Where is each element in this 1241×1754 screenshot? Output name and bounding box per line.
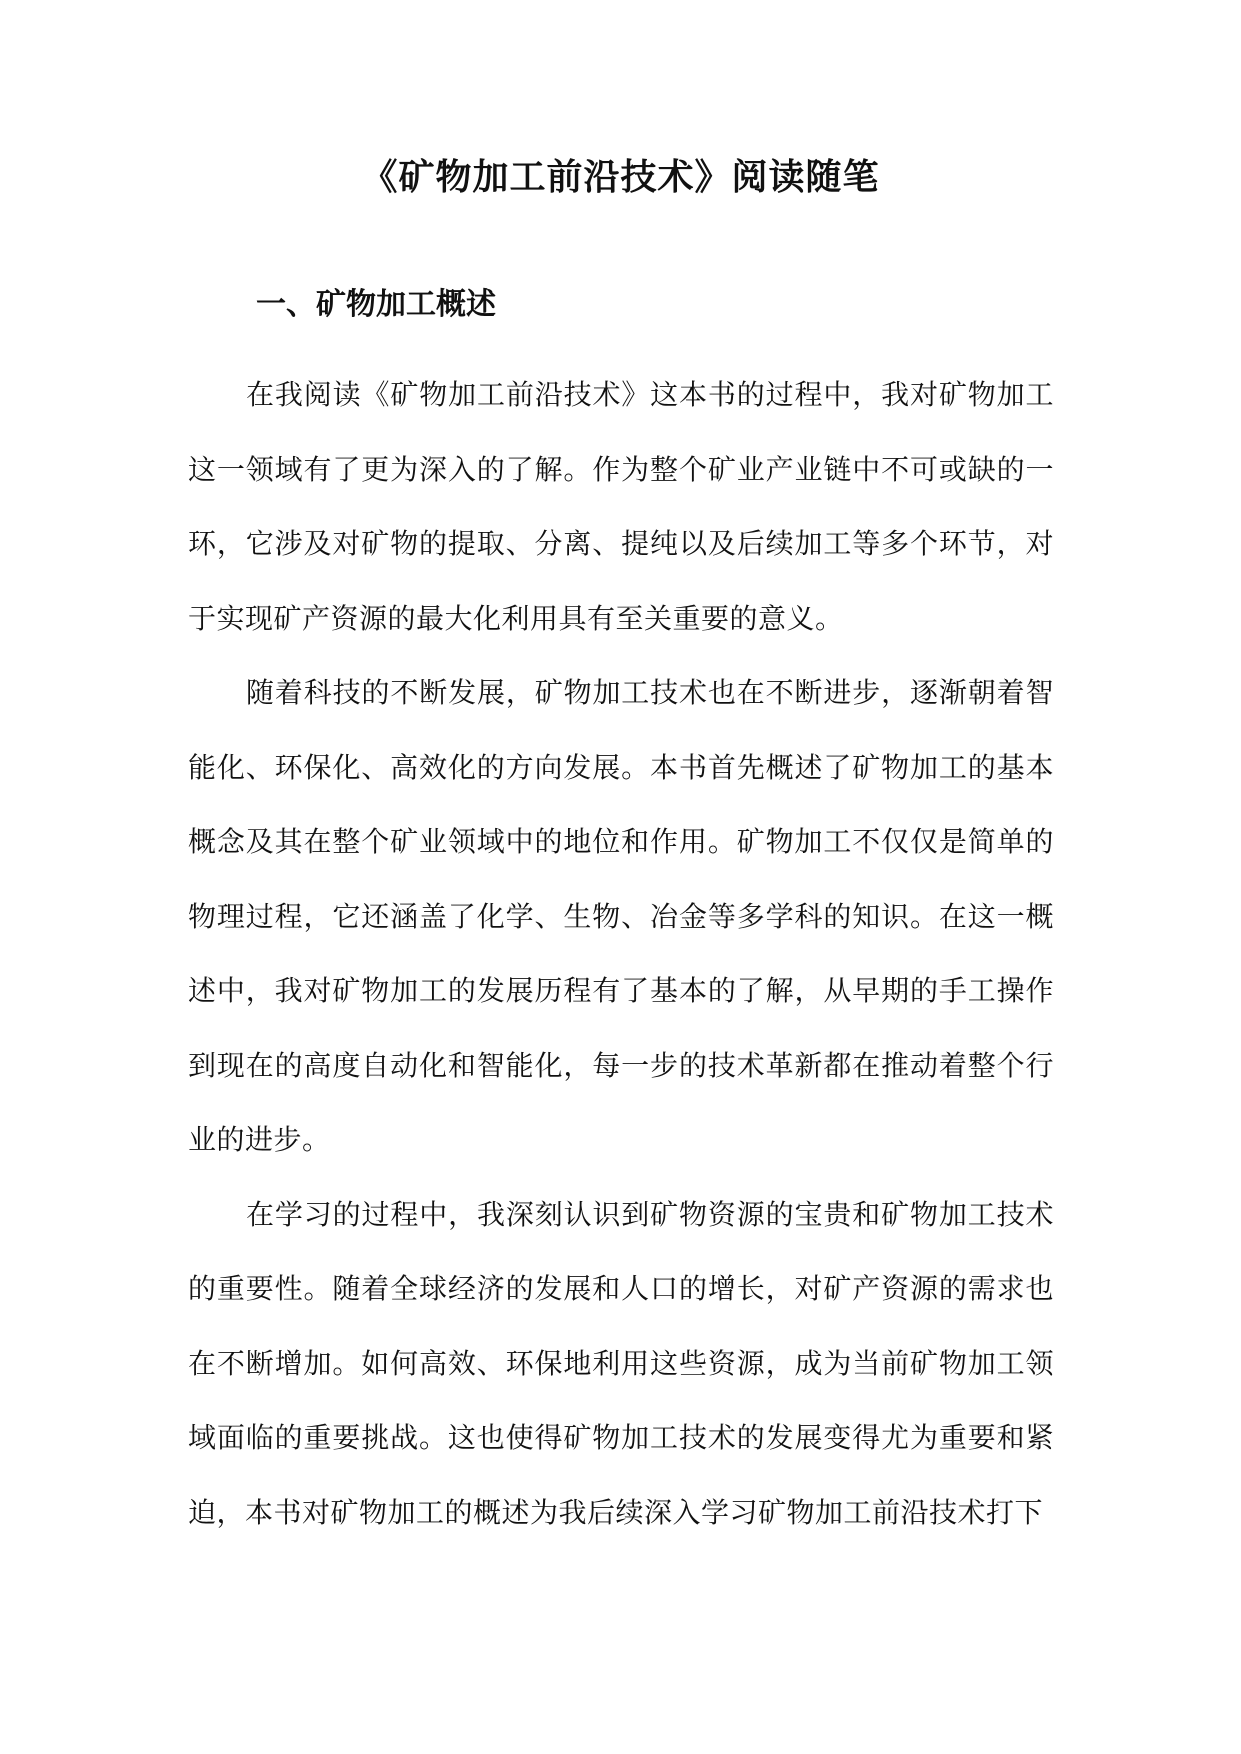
paragraph: 在学习的过程中，我深刻认识到矿物资源的宝贵和矿物加工技术的重要性。随着全球经济的发展和人口的增长，对矿产资源的需求也在不断增加。如何高效、环保地利用这些资源，成为当前矿物加工领域面临的重要挑战。这也使得矿物加工技术的发展变得尤为重要和紧迫，本书对矿物加工的概述为我后续深入学习矿物加工前沿技术打下 <box>188 1197 1054 1529</box>
section-body <box>188 358 1054 1550</box>
document-title: 《矿物加工前沿技术》阅读随笔 <box>361 156 880 198</box>
paragraph: 随着科技的不断发展，矿物加工技术也在不断进步，逐渐朝着智能化、环保化、高效化的方向发展。本书首先概述了矿物加工的基本概念及其在整个矿业领域中的地位和作用。矿物加工不仅仅是简单的物理过程，它还涵盖了化学、生物、冶金等多学科的知识。在这一概述中，我对矿物加工的发展历程有了基本的了解，从早期的手工操作到现在的高度自动化和智能化，每一步的技术革新都在推动着整个行业的进步。 <box>188 676 1054 1156</box>
paragraph: 在我阅读《矿物加工前沿技术》这本书的过程中，我对矿物加工这一领域有了更为深入的了解。作为整个矿业产业链中不可或缺的一环，它涉及对矿物的提取、分离、提纯以及后续加工等多个环节，对于实现矿产资源的最大化利用具有至关重要的意义。 <box>188 378 1054 635</box>
section-heading: 一、矿物加工概述 <box>256 287 496 322</box>
